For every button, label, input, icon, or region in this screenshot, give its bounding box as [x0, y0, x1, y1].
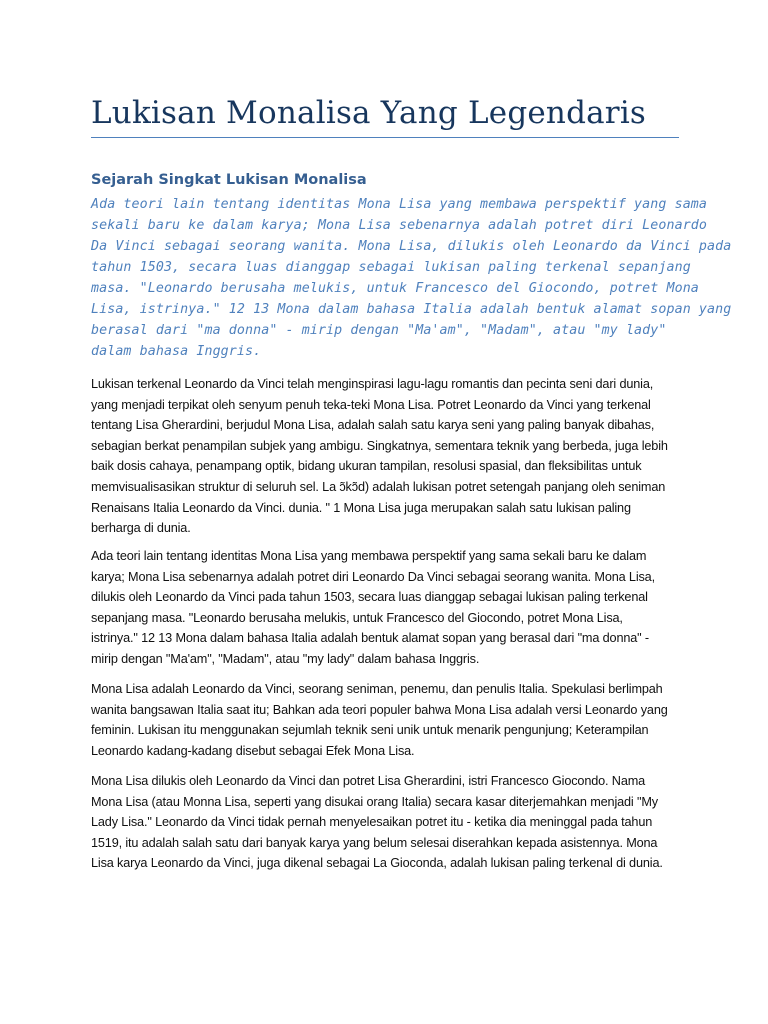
paragraph-line: 1519, itu adalah salah satu dari banyak karya yang belum selesai diserahkan kepada asistennya. Mona: [91, 835, 658, 850]
quote-line: dalam bahasa Inggris.: [91, 344, 262, 359]
paragraph-line: Ada teori lain tentang identitas Mona Lisa yang membawa perspektif yang sama sekali baru ke dalam: [91, 549, 647, 563]
quote-line: Lisa, istrinya." 12 13 Mona dalam bahasa Italia adalah bentuk alamat sopan yang: [91, 302, 732, 317]
paragraph-line: baik dosis cahaya, penampang optik, bidang ukuran tampilan, resolusi spasial, dan fleksibilitas untuk: [91, 459, 642, 474]
quote-line: Ada teori lain tentang identitas Mona Lisa yang membawa perspektif yang sama: [91, 197, 708, 212]
paragraph-line: Lukisan terkenal Leonardo da Vinci telah menginspirasi lagu-lagu romantis dan pecinta seni dari dunia,: [91, 377, 654, 391]
quote-line: masa. "Leonardo berusaha melukis, untuk Francesco del Giocondo, potret Mona: [91, 281, 699, 296]
document-title: Lukisan Monalisa Yang Legendaris: [91, 95, 647, 131]
paragraph-line: Lisa karya Leonardo da Vinci, juga dikenal sebagai La Gioconda, adalah lukisan paling terkenal di dunia.: [91, 856, 663, 871]
body-paragraph-2: [91, 546, 683, 670]
intense-quote: [91, 194, 732, 362]
paragraph-line: sepanjang masa. "Leonardo berusaha melukis, untuk Francesco del Giocondo, potret Mona Lisa,: [91, 610, 623, 625]
quote-line: tahun 1503, secara luas dianggap sebagai lukisan paling terkenal sepanjang: [91, 260, 691, 275]
paragraph-line: berharga di dunia.: [91, 521, 191, 536]
paragraph-line: istrinya." 12 13 Mona dalam bahasa Italia adalah bentuk alamat sopan yang berasal dari "ma donna" -: [91, 631, 649, 646]
paragraph-line: dilukis oleh Leonardo da Vinci pada tahun 1503, secara luas dianggap sebagai lukisan paling terkenal: [91, 590, 648, 605]
body-paragraph-1: [91, 374, 683, 539]
quote-line: sekali baru ke dalam karya; Mona Lisa sebenarnya adalah potret diri Leonardo: [91, 218, 708, 233]
paragraph-line: Mona Lisa adalah Leonardo da Vinci, seorang seniman, penemu, dan penulis Italia. Spekulasi berlimpah: [91, 682, 663, 696]
body-paragraph-3: [91, 679, 683, 761]
paragraph-line: karya; Mona Lisa sebenarnya adalah potret diri Leonardo Da Vinci sebagai seorang wanita. Mona Lisa,: [91, 569, 655, 584]
paragraph-line: Leonardo kadang-kadang disebut sebagai Efek Mona Lisa.: [91, 743, 415, 758]
section-heading: Sejarah Singkat Lukisan Monalisa: [91, 172, 367, 188]
paragraph-line: memvisualisasikan struktur di seluruh sel. La ɔ̃kɔ̃d) adalah lukisan potret setengah panjang oleh seniman: [91, 479, 666, 494]
paragraph-line: sebagian berkat penampilan subjek yang ambigu. Singkatnya, sementara teknik yang berbeda, juga lebih: [91, 438, 668, 453]
paragraph-line: Lady Lisa." Leonardo da Vinci tidak pernah menyelesaikan potret itu - ketika dia meninggal pada tahun: [91, 815, 653, 830]
paragraph-line: Mona Lisa dilukis oleh Leonardo da Vinci dan potret Lisa Gherardini, istri Francesco Giocondo. Nama: [91, 774, 646, 788]
paragraph-line: feminin. Lukisan itu menggunakan sejumlah teknik seni unik untuk menarik pengunjung; Keterampilan: [91, 723, 649, 738]
paragraph-line: tentang Lisa Gherardini, berjudul Mona Lisa, adalah salah satu karya seni yang paling banyak dibahas,: [91, 418, 655, 433]
paragraph-line: Mona Lisa (atau Monna Lisa, seperti yang disukai orang Italia) secara kasar diterjemahkan menjadi "My: [91, 794, 658, 809]
body-paragraph-4: [91, 771, 683, 874]
paragraph-line: yang menjadi terpikat oleh senyum penuh teka-teki Mona Lisa. Potret Leonardo da Vinci yang terkenal: [91, 397, 651, 412]
paragraph-line: wanita bangsawan Italia saat itu; Bahkan ada teori populer bahwa Mona Lisa adalah versi Leonardo yang: [91, 702, 668, 717]
paragraph-line: Renaisans Italia Leonardo da Vinci. dunia. " 1 Mona Lisa juga merupakan salah satu lukisan paling: [91, 500, 631, 515]
paragraph-line: mirip dengan "Ma'am", "Madam", atau "my lady" dalam bahasa Inggris.: [91, 651, 480, 666]
title-underline-rule: [91, 137, 679, 138]
quote-line: berasal dari "ma donna" - mirip dengan "Ma'am", "Madam", atau "my lady": [91, 323, 667, 338]
quote-line: Da Vinci sebagai seorang wanita. Mona Lisa, dilukis oleh Leonardo da Vinci pada: [91, 239, 732, 254]
